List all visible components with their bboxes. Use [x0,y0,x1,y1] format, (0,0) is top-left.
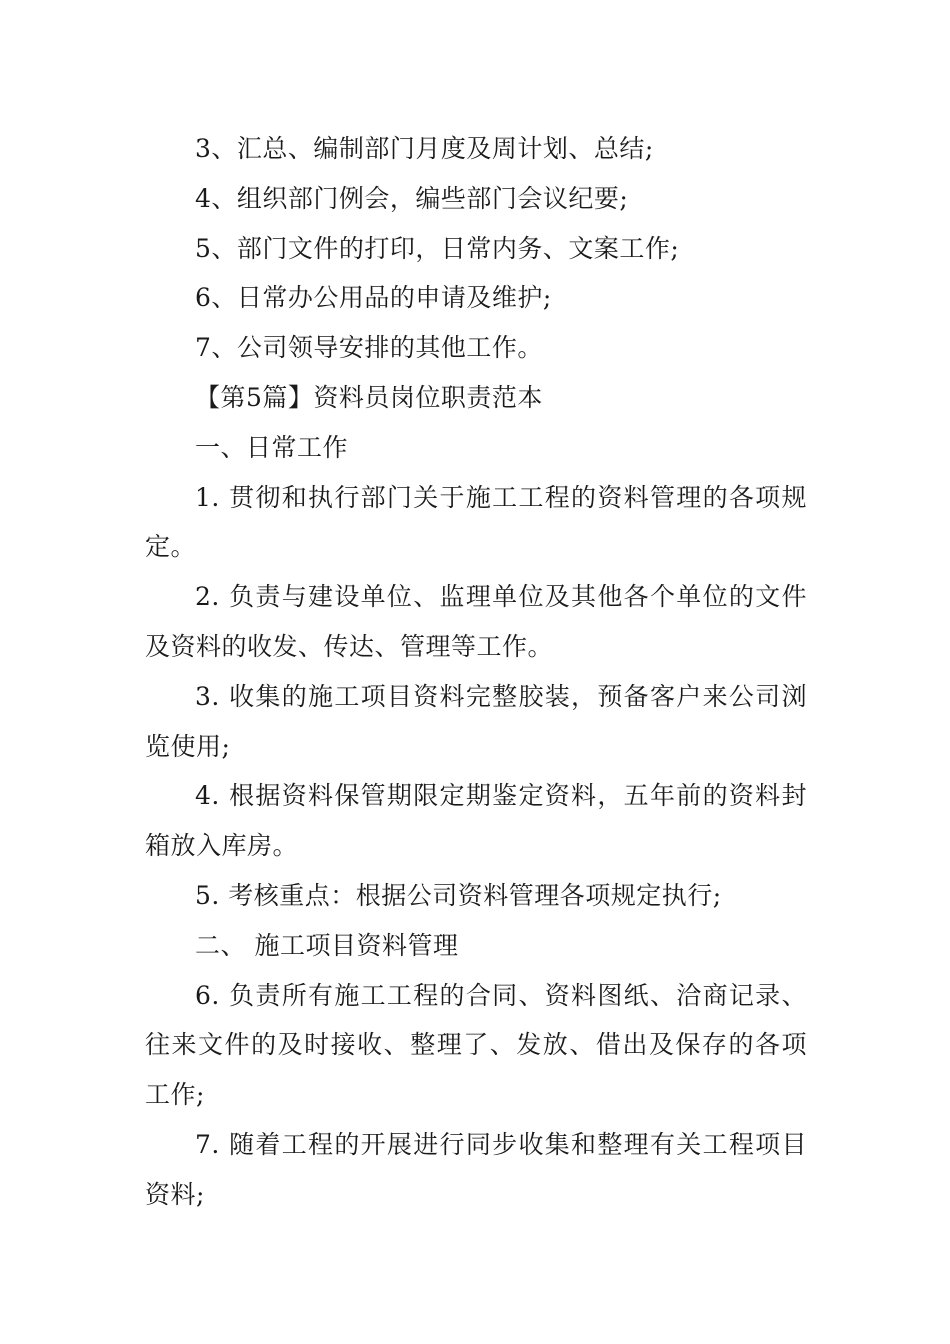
paragraph-duty-4: 4. 根据资料保管期限定期鉴定资料，五年前的资料封箱放入库房。 [145,781,807,861]
section-heading-daily-work: 一、日常工作 [195,432,349,462]
paragraph-item-5: 5、部门文件的打印，日常内务、文案工作; [195,233,680,263]
paragraph-duty-5: 5. 考核重点：根据公司资料管理各项规定执行; [195,880,722,910]
section-title: 【第5篇】资料员岗位职责范本 [195,382,543,412]
paragraph-item-4: 4、组织部门例会，编些部门会议纪要; [195,183,629,213]
paragraph-duty-2: 2. 负责与建设单位、监理单位及其他各个单位的文件及资料的收发、传达、管理等工作。 [145,582,807,661]
paragraph-duty-7: 7. 随着工程的开展进行同步收集和整理有关工程项目资料; [145,1129,807,1209]
paragraph-item-3: 3、汇总、编制部门月度及周计划、总结; [195,134,654,163]
document-body [145,124,807,1220]
paragraph-duty-1: 1. 贯彻和执行部门关于施工工程的资料管理的各项规定。 [145,482,807,562]
paragraph-duty-3: 3. 收集的施工项目资料完整胶装，预备客户来公司浏览使用; [145,681,807,761]
section-heading-project-docs: 二、 施工项目资料管理 [195,930,459,960]
paragraph-duty-6: 6. 负责所有施工工程的合同、资料图纸、洽商记录、往来文件的及时接收、整理了、发放、借出及保存的各项工作; [145,980,807,1110]
paragraph-item-6: 6、日常办公用品的申请及维护; [195,283,552,313]
paragraph-item-7: 7、公司领导安排的其他工作。 [195,333,543,363]
